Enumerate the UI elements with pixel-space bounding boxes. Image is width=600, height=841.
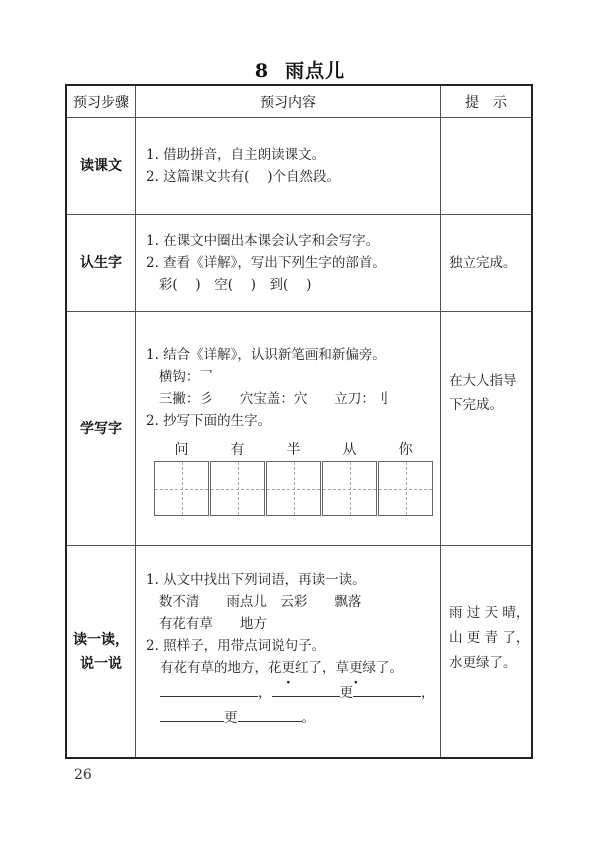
punct: ，	[421, 685, 435, 701]
content-line: 有花有草 地方	[146, 616, 267, 632]
content-line: 2. 照样子，用带点词说句子。	[146, 638, 326, 654]
step-read-speak	[67, 546, 135, 757]
lesson-title	[0, 56, 600, 83]
tip-write-chars	[441, 369, 531, 417]
content-line: 2. 抄写下面的生字。	[146, 413, 272, 429]
content-write-chars	[136, 344, 440, 432]
row-divider	[67, 311, 531, 312]
content-line: 三撇：彡 穴宝盖：穴 立刀：刂	[146, 391, 389, 407]
blank-field[interactable]	[353, 681, 421, 697]
writing-box[interactable]	[266, 461, 321, 516]
step-line: 读一读，	[73, 631, 129, 648]
content-line: 2. 这篇课文共有( )个自然段。	[146, 169, 340, 185]
step-read-text: 读课文	[80, 158, 122, 174]
header-step: 预习步骤	[73, 94, 129, 111]
lesson-name: 雨点儿	[285, 60, 346, 82]
writing-grid	[154, 461, 433, 516]
practice-char: 有	[230, 442, 245, 458]
punct: 。	[301, 710, 315, 726]
blank-field[interactable]	[272, 681, 340, 697]
writing-box[interactable]	[322, 461, 377, 516]
dotted-word: 更	[349, 660, 363, 676]
fill-line-1	[146, 681, 440, 704]
blank-field[interactable]	[160, 681, 258, 697]
content-line: 1. 借助拼音，自主朗读课文。	[146, 147, 326, 163]
example-part: 绿了。	[362, 660, 403, 676]
row-divider	[67, 545, 531, 546]
practice-char: 半	[286, 442, 301, 458]
practice-char: 问	[174, 442, 189, 458]
content-line: 1. 在课文中圈出本课会认字和会写字。	[146, 233, 380, 249]
tip-line: 水更绿了。	[449, 655, 517, 671]
dotted-word: 更	[281, 660, 295, 676]
content-line: 1. 结合《详解》，认识新笔画和新偏旁。	[146, 347, 386, 363]
tip-line: 山 更 青 了，	[449, 630, 530, 646]
header-content: 预习内容	[260, 94, 316, 111]
punct: ，	[258, 685, 272, 701]
writing-box[interactable]	[210, 461, 265, 516]
example-part: 红了，草	[295, 660, 349, 676]
step-write-chars: 学写字	[80, 420, 122, 437]
header-tip: 提 示	[465, 94, 507, 111]
practice-char: 从	[342, 442, 357, 458]
preview-table	[65, 84, 533, 759]
tip-learn-chars: 独立完成。	[449, 255, 517, 271]
content-line: 横钩：乛	[146, 369, 213, 385]
lesson-number: 8	[254, 60, 270, 82]
fill-line-2	[146, 706, 440, 729]
step-line: 说一说	[80, 655, 122, 672]
content-line: 数不清 雨点儿 云彩 飘落	[146, 594, 362, 610]
content-read-text	[136, 144, 440, 188]
content-line: 1. 从文中找出下列词语，再读一读。	[146, 572, 366, 588]
tip-line: 雨 过 天 晴，	[449, 605, 530, 621]
row-divider	[67, 117, 531, 118]
practice-char-labels	[154, 441, 433, 459]
example-part: 有花有草的地方，花	[160, 660, 282, 676]
practice-char: 你	[398, 442, 413, 458]
tip-read-speak	[441, 601, 531, 676]
page-number: 26	[74, 767, 92, 783]
example-sentence	[146, 657, 440, 679]
blank-field[interactable]	[238, 706, 302, 722]
writing-box[interactable]	[154, 461, 209, 516]
writing-box[interactable]	[378, 461, 433, 516]
fill-word: 更	[339, 685, 353, 701]
content-learn-chars	[136, 230, 440, 296]
tip-line: 下完成。	[449, 397, 503, 413]
blank-field[interactable]	[160, 706, 224, 722]
fill-word: 更	[224, 710, 238, 726]
content-line: 彩( ) 空( ) 到( )	[146, 277, 312, 293]
step-learn-chars: 认生字	[80, 255, 122, 271]
tip-line: 在大人指导	[449, 373, 517, 389]
content-read-speak	[136, 569, 440, 729]
content-line: 2. 查看《详解》，写出下列生字的部首。	[146, 255, 386, 271]
